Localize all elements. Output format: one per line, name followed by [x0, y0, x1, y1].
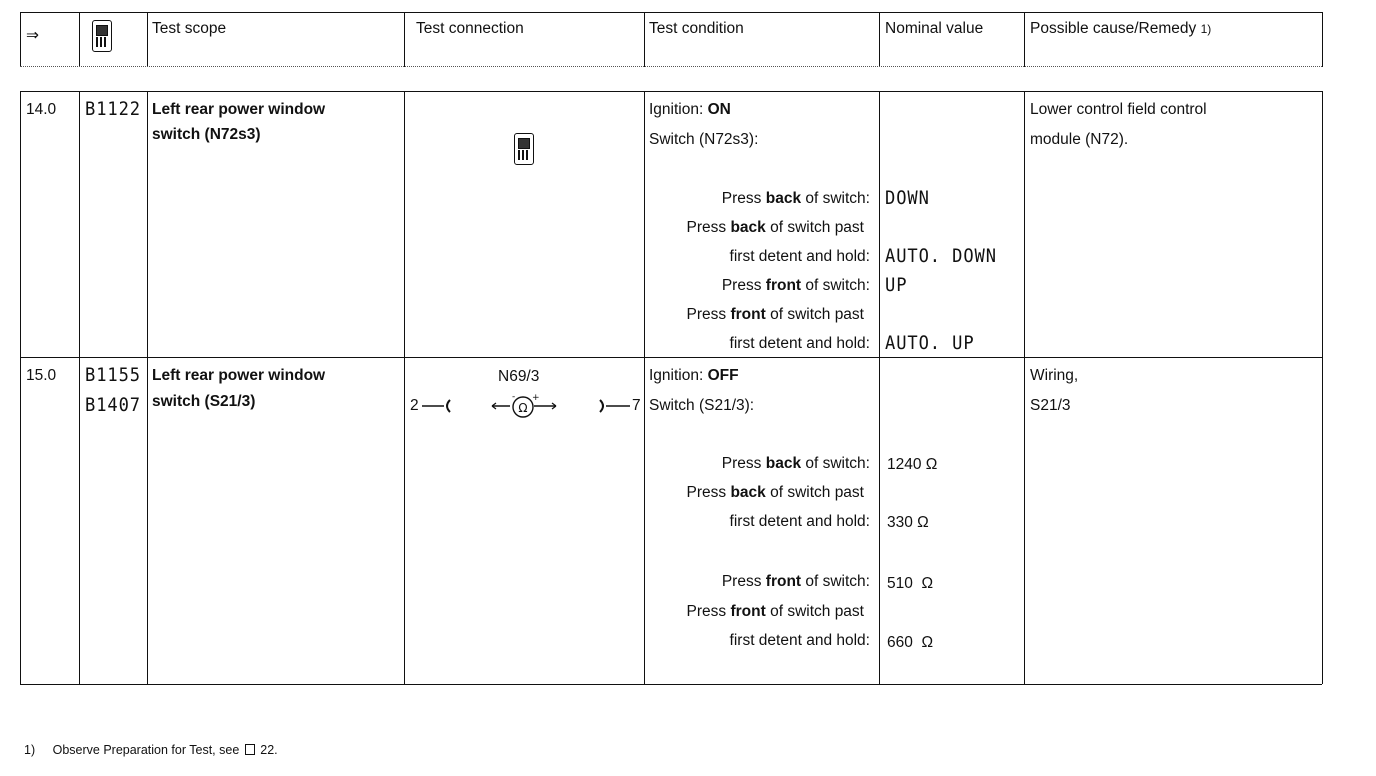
- footnote-text: Observe Preparation for Test, see: [52, 743, 240, 757]
- nominal-display-value: UP: [885, 274, 908, 296]
- action-line: Press front of switch past: [686, 306, 864, 323]
- left-pin: 2: [410, 397, 419, 414]
- step-number: 15.0: [26, 367, 57, 384]
- right-pin: 7: [632, 397, 641, 414]
- action-line: Press back of switch:: [721, 455, 870, 472]
- nominal-display-value: AUTO. UP: [885, 332, 975, 354]
- action-line: Press back of switch past: [686, 219, 864, 236]
- nominal-display-value: DOWN: [885, 187, 930, 209]
- test-scope-line: Left rear power window: [152, 101, 326, 118]
- header-test-condition: Test condition: [649, 20, 744, 37]
- connector-plug-icon: [420, 398, 454, 414]
- tester-icon: [514, 133, 534, 165]
- test-scope-line: switch (S21/3): [152, 393, 256, 410]
- svg-text:+: +: [532, 393, 540, 403]
- nominal-resistance: 1240 Ω: [887, 456, 938, 473]
- fault-code: B1122: [85, 98, 141, 120]
- book-icon[interactable]: [245, 744, 255, 755]
- action-line: Press front of switch past: [686, 603, 864, 620]
- svg-text:Ω: Ω: [518, 401, 528, 415]
- action-line: first detent and hold:: [729, 248, 870, 265]
- header-test-scope: Test scope: [152, 20, 227, 37]
- condition-line: Switch (N72s3):: [649, 131, 759, 148]
- header-possible-cause: Possible cause/Remedy 1): [1030, 20, 1212, 37]
- ohmmeter-icon: [490, 393, 558, 419]
- condition-line: Switch (S21/3):: [649, 397, 755, 414]
- action-line: first detent and hold:: [729, 335, 870, 352]
- test-scope-line: Left rear power window: [152, 367, 326, 384]
- fault-code: B1407: [85, 394, 141, 416]
- cause-line: S21/3: [1030, 397, 1071, 414]
- cause-line: module (N72).: [1030, 131, 1129, 148]
- test-scope-line: switch (N72s3): [152, 126, 261, 143]
- footnote: [24, 743, 278, 757]
- action-line: Press front of switch:: [721, 277, 870, 294]
- header-arrow: ⇒: [26, 27, 39, 44]
- header-nominal-value: Nominal value: [885, 20, 984, 37]
- condition-line: Ignition: ON: [649, 101, 731, 118]
- connector-plug-icon: [596, 398, 632, 414]
- action-line: first detent and hold:: [729, 513, 870, 530]
- nominal-display-value: AUTO. DOWN: [885, 245, 997, 267]
- cause-line: Wiring,: [1030, 367, 1079, 384]
- nominal-resistance: 660 Ω: [887, 634, 934, 651]
- nominal-resistance: 510 Ω: [887, 575, 934, 592]
- condition-line: Ignition: OFF: [649, 367, 739, 384]
- footnote-mark: 1): [24, 743, 36, 757]
- fault-code: B1155: [85, 364, 141, 386]
- action-line: Press back of switch:: [721, 190, 870, 207]
- cause-line: Lower control field control: [1030, 101, 1207, 118]
- svg-text:-: -: [512, 393, 516, 402]
- nominal-resistance: 330 Ω: [887, 514, 929, 531]
- header-test-connection: Test connection: [416, 20, 524, 37]
- tester-icon: [92, 20, 112, 52]
- action-line: first detent and hold:: [729, 632, 870, 649]
- step-number: 14.0: [26, 101, 57, 118]
- action-line: Press front of switch:: [721, 573, 870, 590]
- footnote-page-ref[interactable]: 22.: [260, 743, 278, 757]
- action-line: Press back of switch past: [686, 484, 864, 501]
- connector-label: N69/3: [498, 368, 540, 385]
